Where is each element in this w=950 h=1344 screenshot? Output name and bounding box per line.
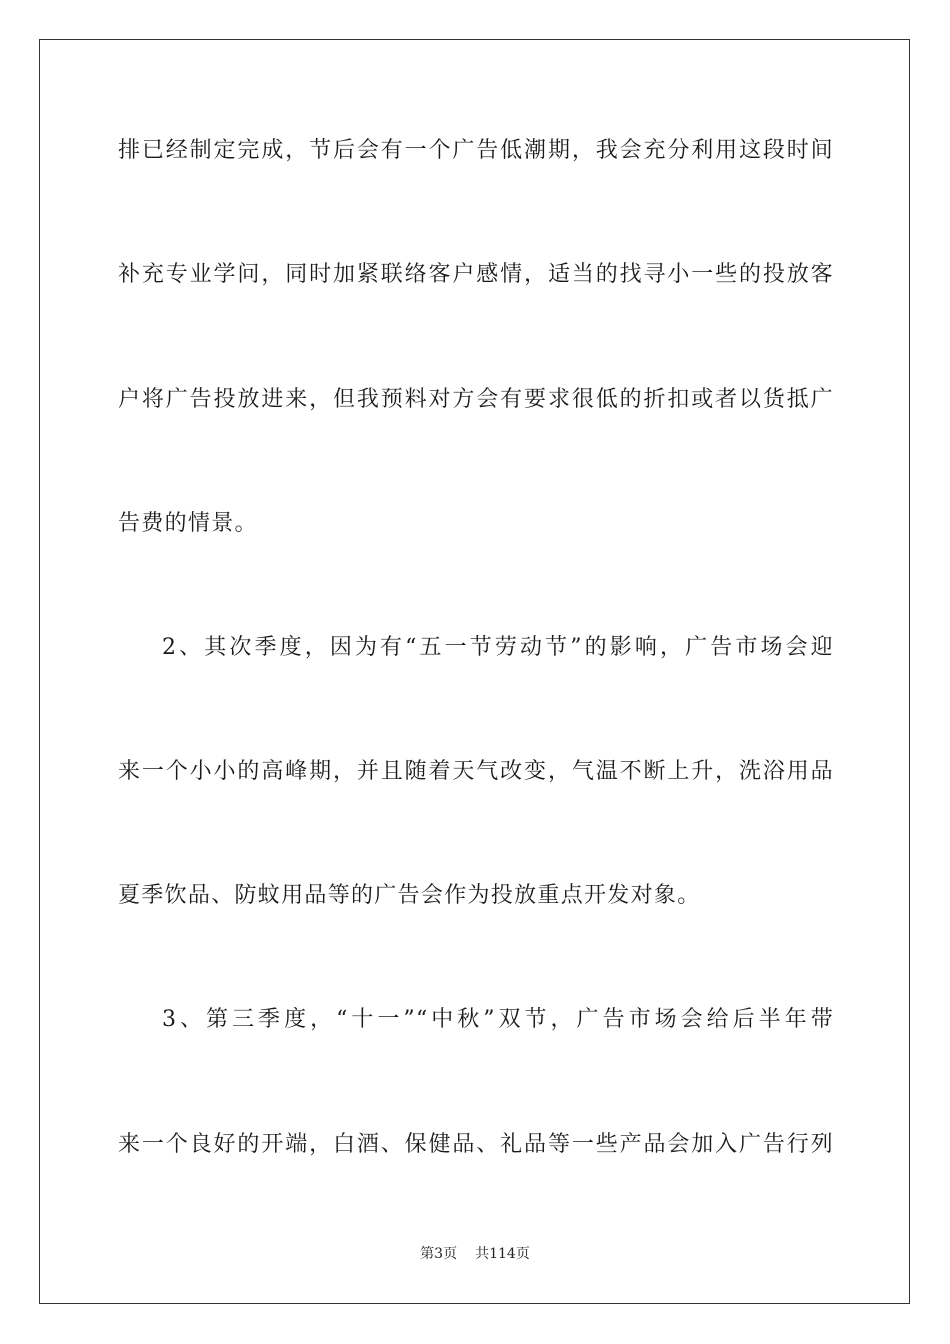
paragraph-1-line-4: 告费的情景。 <box>118 511 258 536</box>
total-pages: 共114页 <box>475 1246 530 1262</box>
page-border <box>39 39 910 1304</box>
paragraph-1-line-3: 户将广告投放进来，但我预料对方会有要求很低的折扣或者以货抵广 <box>118 387 834 412</box>
paragraph-3-line-1: 3、第三季度，“十一”“中秋”双节，广告市场会给后半年带 <box>162 1007 834 1032</box>
paragraph-2-line-1: 2、其次季度，因为有“五一节劳动节”的影响，广告市场会迎 <box>162 635 834 660</box>
page-footer <box>0 1244 950 1264</box>
page-number: 第3页 <box>420 1246 458 1262</box>
paragraph-1-line-1: 排已经制定完成，节后会有一个广告低潮期，我会充分利用这段时间 <box>118 138 834 163</box>
paragraph-2-line-3: 夏季饮品、防蚊用品等的广告会作为投放重点开发对象。 <box>118 883 701 908</box>
paragraph-3-line-2: 来一个良好的开端，白酒、保健品、礼品等一些产品会加入广告行列 <box>118 1132 834 1157</box>
paragraph-1-line-2: 补充专业学问，同时加紧联络客户感情，适当的找寻小一些的投放客 <box>118 262 834 287</box>
paragraph-2-line-2: 来一个小小的高峰期，并且随着天气改变，气温不断上升，洗浴用品 <box>118 759 834 784</box>
